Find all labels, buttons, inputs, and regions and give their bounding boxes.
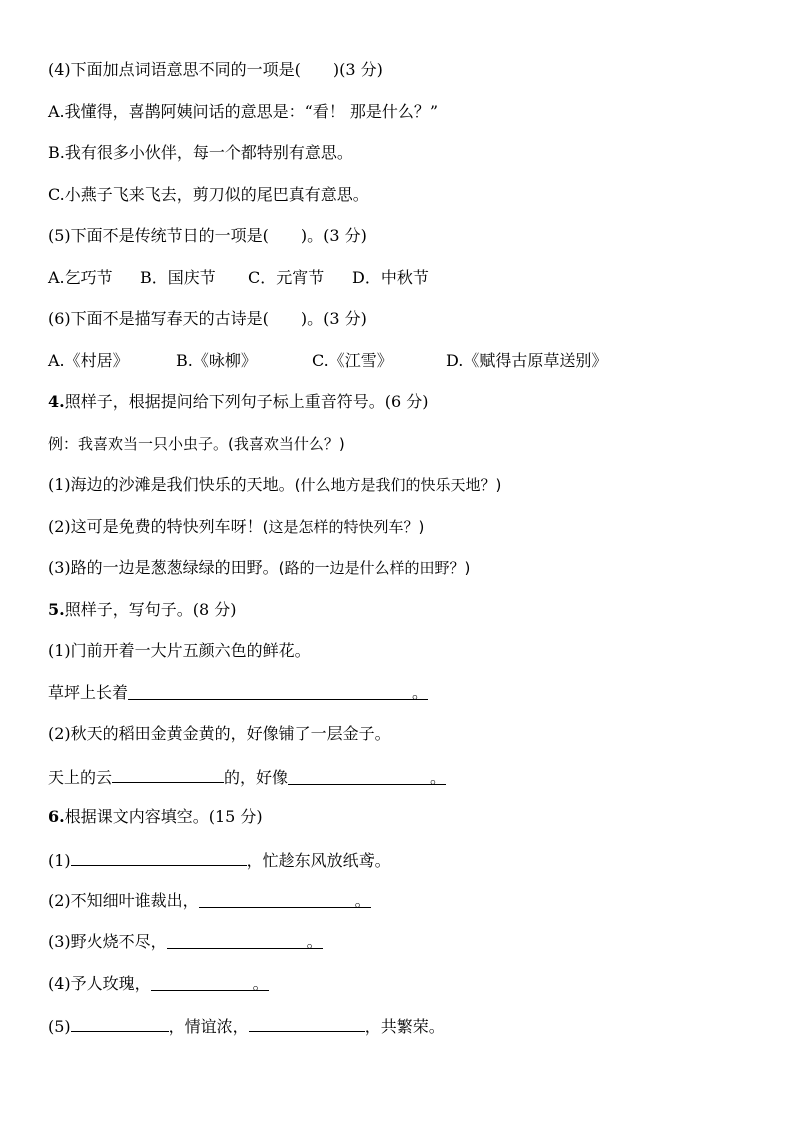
q3-4-option-b: B.我有很多小伙伴，每一个都特别有意思。 — [48, 143, 353, 162]
q5-fill-2 — [48, 764, 446, 788]
q6-item-3-suffix: 。 — [306, 932, 323, 951]
q5-fill-1-end: 。 — [412, 683, 429, 702]
q6-item-1-blank[interactable] — [71, 847, 247, 866]
q6-item-1-prefix: (1) — [48, 851, 71, 870]
q6-item-3 — [48, 930, 323, 954]
q3-4-stem: (4)下面加点词语意思不同的一项是( )(3 分) — [48, 60, 383, 79]
q6-item-4-blank[interactable] — [151, 972, 269, 991]
q4-example: 例：我喜欢当一只小虫子。(我喜欢当什么？) — [48, 435, 345, 453]
q4-number: 4. — [48, 392, 65, 411]
q6-item-3-blank[interactable] — [167, 930, 323, 949]
q3-6-option-c: C.《江雪》 — [312, 351, 393, 370]
q5-sentence-2: (2)秋天的稻田金黄金黄的，好像铺了一层金子。 — [48, 724, 391, 743]
q5-sentence-1: (1)门前开着一大片五颜六色的鲜花。 — [48, 641, 311, 660]
q5-title: 照样子，写句子。(8 分) — [64, 600, 237, 619]
q3-5-options — [48, 266, 429, 290]
q3-4-option-a: A.我懂得，喜鹊阿姨问话的意思是：“看！ 那是什么？” — [48, 102, 439, 121]
q6-item-5-prefix: (5) — [48, 1017, 71, 1036]
q3-6-option-a: A.《村居》 — [48, 351, 129, 370]
q4-heading — [48, 390, 428, 414]
q6-item-3-prefix: (3)野火烧不尽， — [48, 932, 167, 951]
q3-6-stem: (6)下面不是描写春天的古诗是( )。(3 分) — [48, 309, 367, 328]
q4-sentence-1 — [48, 473, 501, 497]
q4-sentence-2-hint: (这是怎样的特快列车？) — [262, 518, 425, 536]
q5-fill-2-end: 。 — [430, 768, 447, 787]
q6-item-4 — [48, 972, 269, 996]
q6-item-2-prefix: (2)不知细叶谁裁出， — [48, 891, 199, 910]
q3-5-option-d: D．中秋节 — [352, 268, 429, 287]
q6-title: 根据课文内容填空。(15 分) — [64, 807, 263, 826]
q5-fill-2-blank-b[interactable] — [288, 766, 446, 785]
q3-6-option-b: B.《咏柳》 — [176, 351, 257, 370]
q4-sentence-2 — [48, 515, 424, 539]
q3-6-options — [48, 349, 607, 373]
q4-sentence-2-text: (2)这可是免费的特快列车呀！ — [48, 517, 263, 536]
q4-sentence-3 — [48, 556, 470, 580]
q5-fill-2-mid: 的，好像 — [224, 768, 289, 787]
q3-5-option-a: A.乞巧节 — [48, 268, 113, 287]
q3-4-option-c: C.小燕子飞来飞去，剪刀似的尾巴真有意思。 — [48, 185, 369, 204]
q5-heading — [48, 598, 236, 622]
q4-sentence-3-text: (3)路的一边是葱葱绿绿的田野。 — [48, 558, 279, 577]
q5-fill-2-blank-a[interactable] — [112, 764, 224, 783]
q6-item-5-blank-b[interactable] — [249, 1013, 365, 1032]
q6-item-1-suffix: ，忙趁东风放纸鸢。 — [246, 851, 391, 870]
q6-item-2 — [48, 889, 371, 913]
q6-item-1 — [48, 847, 391, 871]
q5-fill-1-blank[interactable] — [128, 681, 428, 700]
q6-heading — [48, 805, 263, 829]
q6-item-5-blank-a[interactable] — [71, 1013, 169, 1032]
q6-item-5-mid: ，情谊浓， — [168, 1017, 249, 1036]
q6-item-4-suffix: 。 — [252, 974, 269, 993]
q6-item-2-suffix: 。 — [354, 891, 371, 910]
q6-item-5 — [48, 1013, 445, 1037]
q5-fill-1 — [48, 681, 428, 705]
q5-fill-1-prefix: 草坪上长着 — [48, 683, 129, 702]
q6-item-5-suffix: ，共繁荣。 — [364, 1017, 445, 1036]
q4-sentence-1-hint: (什么地方是我们的快乐天地？) — [294, 476, 502, 494]
q5-fill-2-prefix: 天上的云 — [48, 768, 113, 787]
q4-title: 照样子，根据提问给下列句子标上重音符号。(6 分) — [64, 392, 429, 411]
q3-6-option-d: D.《赋得古原草送别》 — [446, 351, 608, 370]
q4-sentence-1-text: (1)海边的沙滩是我们快乐的天地。 — [48, 475, 295, 494]
q3-5-option-c: C．元宵节 — [248, 268, 325, 287]
q6-item-4-prefix: (4)予人玫瑰， — [48, 974, 151, 993]
q6-number: 6. — [48, 807, 65, 826]
q5-number: 5. — [48, 600, 65, 619]
q4-sentence-3-hint: (路的一边是什么样的田野？) — [278, 559, 471, 577]
q3-5-stem: (5)下面不是传统节日的一项是( )。(3 分) — [48, 226, 367, 245]
q6-item-2-blank[interactable] — [199, 889, 371, 908]
q3-5-option-b: B．国庆节 — [140, 268, 216, 287]
